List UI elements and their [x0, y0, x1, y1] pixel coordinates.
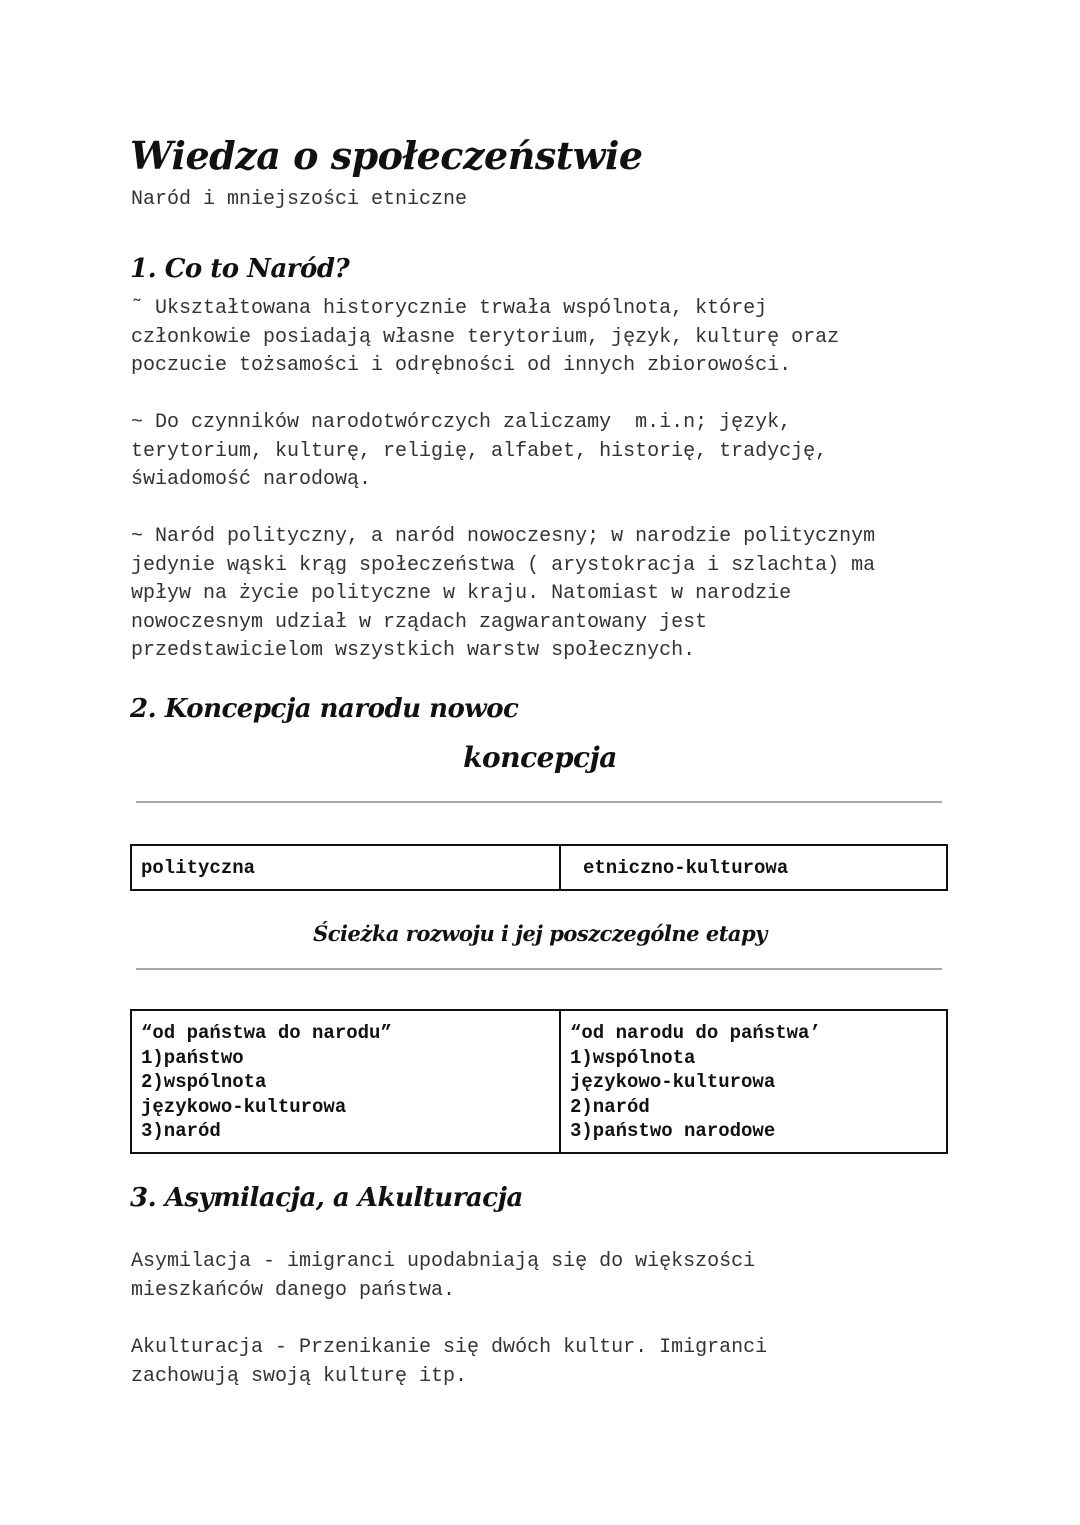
document-subtitle: Naród i mniejszości etniczne — [131, 188, 468, 211]
diagram-title: koncepcja — [463, 741, 617, 774]
development-path-table — [130, 1009, 948, 1154]
table-row — [131, 845, 947, 890]
concept-political-cell: polityczna — [131, 845, 560, 890]
acculturation-paragraph: Akulturacja - Przenikanie się dwóch kultur. Imigranci zachowują swoją kulturę itp. — [131, 1336, 768, 1388]
concept-table — [130, 844, 948, 891]
section-1-paragraph-1: ˜ Ukształtowana historycznie trwała wspólnota, której członkowie posiadają własne terytorium, język, kulturę oraz poczucie tożsamości i odrębności od innych zbiorowości. — [131, 297, 840, 377]
divider-line — [136, 801, 942, 803]
document-title: Wiedza o społeczeństwie — [130, 133, 643, 178]
divider-line — [136, 968, 942, 970]
section-3-heading: 3. Asymilacja, a Akulturacja — [130, 1183, 523, 1213]
assimilation-paragraph: Asymilacja - imigranci upodabniają się do większości mieszkańców danego państwa. — [131, 1250, 756, 1302]
path-title: Ścieżka rozwoju i jej poszczególne etapy — [313, 921, 767, 946]
section-1-heading: 1. Co to Naród? — [130, 254, 350, 284]
concept-ethnic-cultural-cell: etniczno-kulturowa — [560, 845, 947, 890]
table-row — [131, 1010, 947, 1153]
state-to-nation-cell: “od państwa do narodu” 1)państwo 2)wspólnota językowo-kulturowa 3)naród — [131, 1010, 560, 1153]
section-1-paragraph-2: ~ Do czynników narodotwórczych zaliczamy m.i.n; język, terytorium, kulturę, religię, alfabet, historię, tradycję, świadomość narodową. — [131, 411, 828, 491]
nation-to-state-cell: “od narodu do państwa’ 1)wspólnota językowo-kulturowa 2)naród 3)państwo narodowe — [560, 1010, 947, 1153]
section-1-paragraph-3: ~ Naród polityczny, a naród nowoczesny; w narodzie politycznym jedynie wąski krąg społeczeństwa ( arystokracja i szlachta) ma wpływ na życie polityczne w kraju. Natomiast w narodzie nowoczesnym udział w rządach zagwarantowany jest przedstawicielom wszystkich warstw społecznych. — [131, 525, 876, 662]
section-2-heading: 2. Koncepcja narodu nowoc — [130, 694, 519, 724]
